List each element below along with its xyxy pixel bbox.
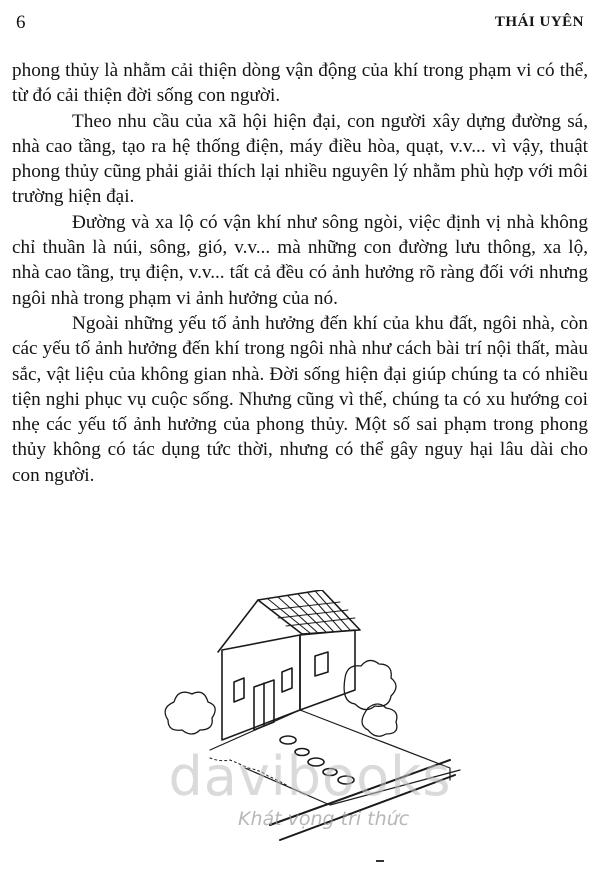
page-header <box>0 12 600 36</box>
body-text <box>12 58 588 488</box>
paragraph: Ngoài những yếu tố ảnh hưởng đến khí của khu đất, ngôi nhà, còn các yếu tố ảnh hưởng đến khí trong ngôi nhà như cách bài trí nội thất, màu sắc, vật liệu của không gian nhà. Đời sống hiện đại giúp chúng ta có nhiều tiện nghi phục vụ cuộc sống. Nhưng cũng vì thế, chúng ta có xu hướng coi nhẹ các yếu tố ảnh hưởng của phong thủy. Một số sai phạm trong phong thủy không có tác dụng tức thời, nhưng có thể gây nguy hại lâu dài cho con người. <box>12 312 588 486</box>
paragraph: Đường và xa lộ có vận khí như sông ngòi, việc định vị nhà không chỉ thuần là núi, sông, gió, v.v... mà những con đường lưu thông, xa lộ, nhà cao tầng, trụ điện, v.v... tất cả đều có ảnh hưởng rõ ràng đối với nhưng ngôi nhà trong phạm vi ảnh hưởng của nó. <box>12 211 588 309</box>
watermark-brand: davibooks <box>168 745 452 808</box>
watermark-tagline: Khát vọng tri thức <box>238 808 410 830</box>
footer-mark <box>376 860 384 862</box>
running-head: THÁI UYÊN <box>494 14 584 30</box>
paragraph: Theo nhu cầu của xã hội hiện đại, con người xây dựng đường sá, nhà cao tầng, tạo ra hệ thống điện, máy điều hòa, quạt, v.v... vì vậy, thuật phong thủy cũng phải giải thích lại nhiều nguyên lý nhằm phù hợp với môi trường hiện đại. <box>12 110 588 208</box>
page-number: 6 <box>16 12 26 33</box>
paragraph: phong thủy là nhằm cải thiện dòng vận động của khí trong phạm vi có thể, từ đó cải thiện đời sống con người. <box>12 60 588 107</box>
